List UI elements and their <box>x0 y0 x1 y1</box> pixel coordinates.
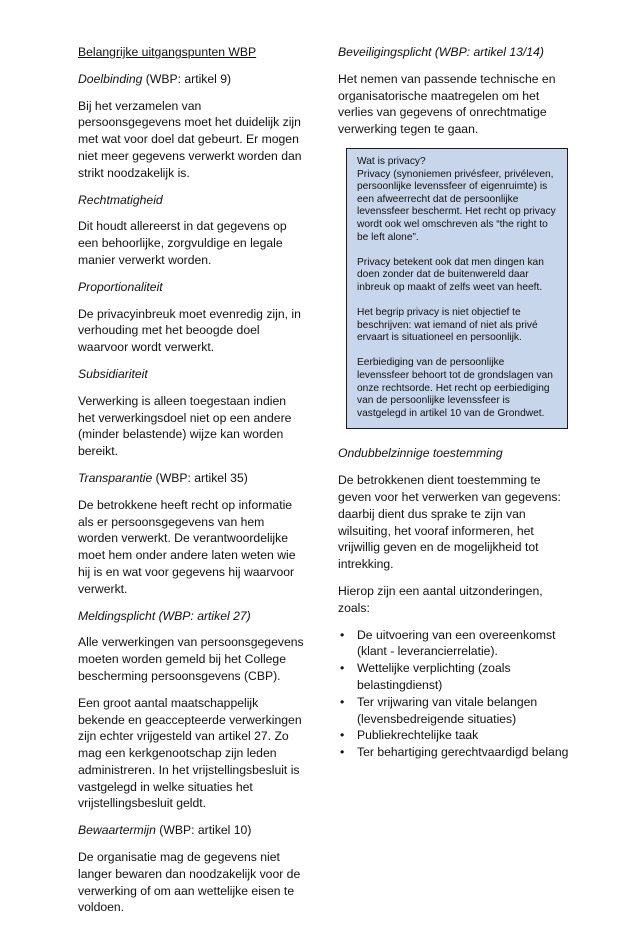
section-heading-meldingsplicht: Meldingsplicht (WBP: artikel 27) <box>78 608 251 623</box>
privacy-info-box <box>346 148 568 429</box>
paragraph-toestemming-2: Hierop zijn een aantal uitzonderingen, zoals: <box>338 584 543 615</box>
left-column <box>78 44 304 926</box>
paragraph-transparantie: De betrokkene heeft recht op informatie als er persoonsgegevens van hem worden verwerkt. De verantwoordelijke moet hem onder andere laten weten wie hij is en wat voor gegevens hij waarvoor verwerkt. <box>78 497 296 596</box>
section-heading-toestemming: Ondubbelzinnige toestemming <box>338 446 503 461</box>
paragraph-meldingsplicht-2: Een groot aantal maatschappelijk bekende en geaccepteerde verwerkingen zijn echter vrijgesteld van artikel 27. Zo mag een kerkgenootschap zijn leden administreren. In het vrijstellingsbesluit is vastgelegd in welke situaties het vrijstellingsbesluit geldt. <box>78 695 302 811</box>
section-heading-bewaartermijn: Bewaartermijn (WBP: artikel 10) <box>78 823 252 838</box>
paragraph-meldingsplicht-1: Alle verwerkingen van persoonsgegevens moeten worden gemeld bij het College bescherming persoonsgevens (CBP). <box>78 635 304 683</box>
section-heading-transparantie: Transparantie (WBP: artikel 35) <box>78 470 248 485</box>
list-item: • Publiekrechtelijke taak <box>340 728 479 743</box>
paragraph-toestemming-1: De betrokkenen dient toestemming te geven voor het verwerken van gegevens: daarbij dient dus sprake te zijn van wilsuiting, het vooraf informeren, het vrijwillig geven en de mogelijkheid tot intrekking. <box>338 473 561 572</box>
paragraph-rechtmatigheid: Dit houdt allereerst in dat gegevens op een behoorlijke, zorgvuldige en legale manier verwerkt worden. <box>78 219 287 267</box>
exceptions-list <box>338 627 574 761</box>
bullet-icon: • <box>340 627 345 642</box>
list-item: • Ter behartiging gerechtvaardigd belang <box>340 745 569 760</box>
paragraph-doelbinding: Bij het verzamelen van persoonsgegevens moet het duidelijk zijn met wat voor doel dat gebeurt. Er mogen niet meer gegevens verwerkt worden dan strikt noodzakelijk is. <box>78 98 302 180</box>
bullet-icon: • <box>340 694 345 709</box>
right-column <box>338 44 574 761</box>
paragraph-beveiligingsplicht: Het nemen van passende technische en organisatorische maatregelen om het verlies van gegevens of onrechtmatige verwerking tegen te gaan. <box>338 71 556 137</box>
bullet-icon: • <box>340 745 345 760</box>
privacy-box-paragraph-3: Het begrip privacy is niet objectief te beschrijven: wat iemand of niet als privé ervaart is situationeel en persoonlijk. <box>357 307 538 344</box>
section-heading-doelbinding: Doelbinding (WBP: artikel 9) <box>78 71 232 86</box>
privacy-box-paragraph-1: Privacy (synoniemen privésfeer, privéleven, persoonlijke levenssfeer of eigenruimte) is een afweerrecht dat de persoonlijke levenssfeer beschermt. Het recht op privacy wordt ook wel omschreven als “the right to be left alone”. <box>357 168 556 243</box>
privacy-box-paragraph-2: Privacy betekent ook dat men dingen kan doen zonder dat de buitenwereld daar inbreuk op maakt of zelfs weet van heeft. <box>357 256 544 293</box>
list-item: • Ter vrijwaring van vitale belangen (levensbedreigende situaties) <box>340 694 538 726</box>
bullet-icon: • <box>340 661 345 676</box>
section-heading-proportionaliteit: Proportionaliteit <box>78 279 163 294</box>
privacy-question: Wat is privacy? <box>357 155 426 167</box>
paragraph-subsidiariteit: Verwerking is alleen toegestaan indien het verwerkingsdoel niet op een andere (minder belastende) wijze kan worden bereikt. <box>78 393 292 459</box>
paragraph-proportionaliteit: De privacyinbreuk moet evenredig zijn, in verhouding met het beoogde doel waarvoor wordt verwerkt. <box>78 306 301 355</box>
section-heading-beveiligingsplicht: Beveiligingsplicht (WBP: artikel 13/14) <box>338 45 544 59</box>
bullet-icon: • <box>340 728 345 743</box>
list-item: • De uitvoering van een overeenkomst (klant - leverancierrelatie). <box>340 627 556 659</box>
section-heading-rechtmatigheid: Rechtmatigheid <box>78 192 163 207</box>
paragraph-bewaartermijn: De organisatie mag de gegevens niet langer bewaren dan noodzakelijk voor de verwerking of om aan wettelijke eisen te voldoen. <box>78 850 301 915</box>
list-item: • Wettelijke verplichting (zoals belastingdienst) <box>340 661 511 693</box>
section-heading-subsidiariteit: Subsidiariteit <box>78 366 148 381</box>
main-heading: Belangrijke uitgangspunten WBP <box>78 45 257 59</box>
privacy-box-paragraph-4: Eerbiediging van de persoonlijke levenssfeer behoort tot de grondslagen van onze rechtsorde. Het recht op eerbiediging van de persoonlijke levenssfeer is vastgelegd in artikel 10 van de Grondwet. <box>357 357 553 419</box>
